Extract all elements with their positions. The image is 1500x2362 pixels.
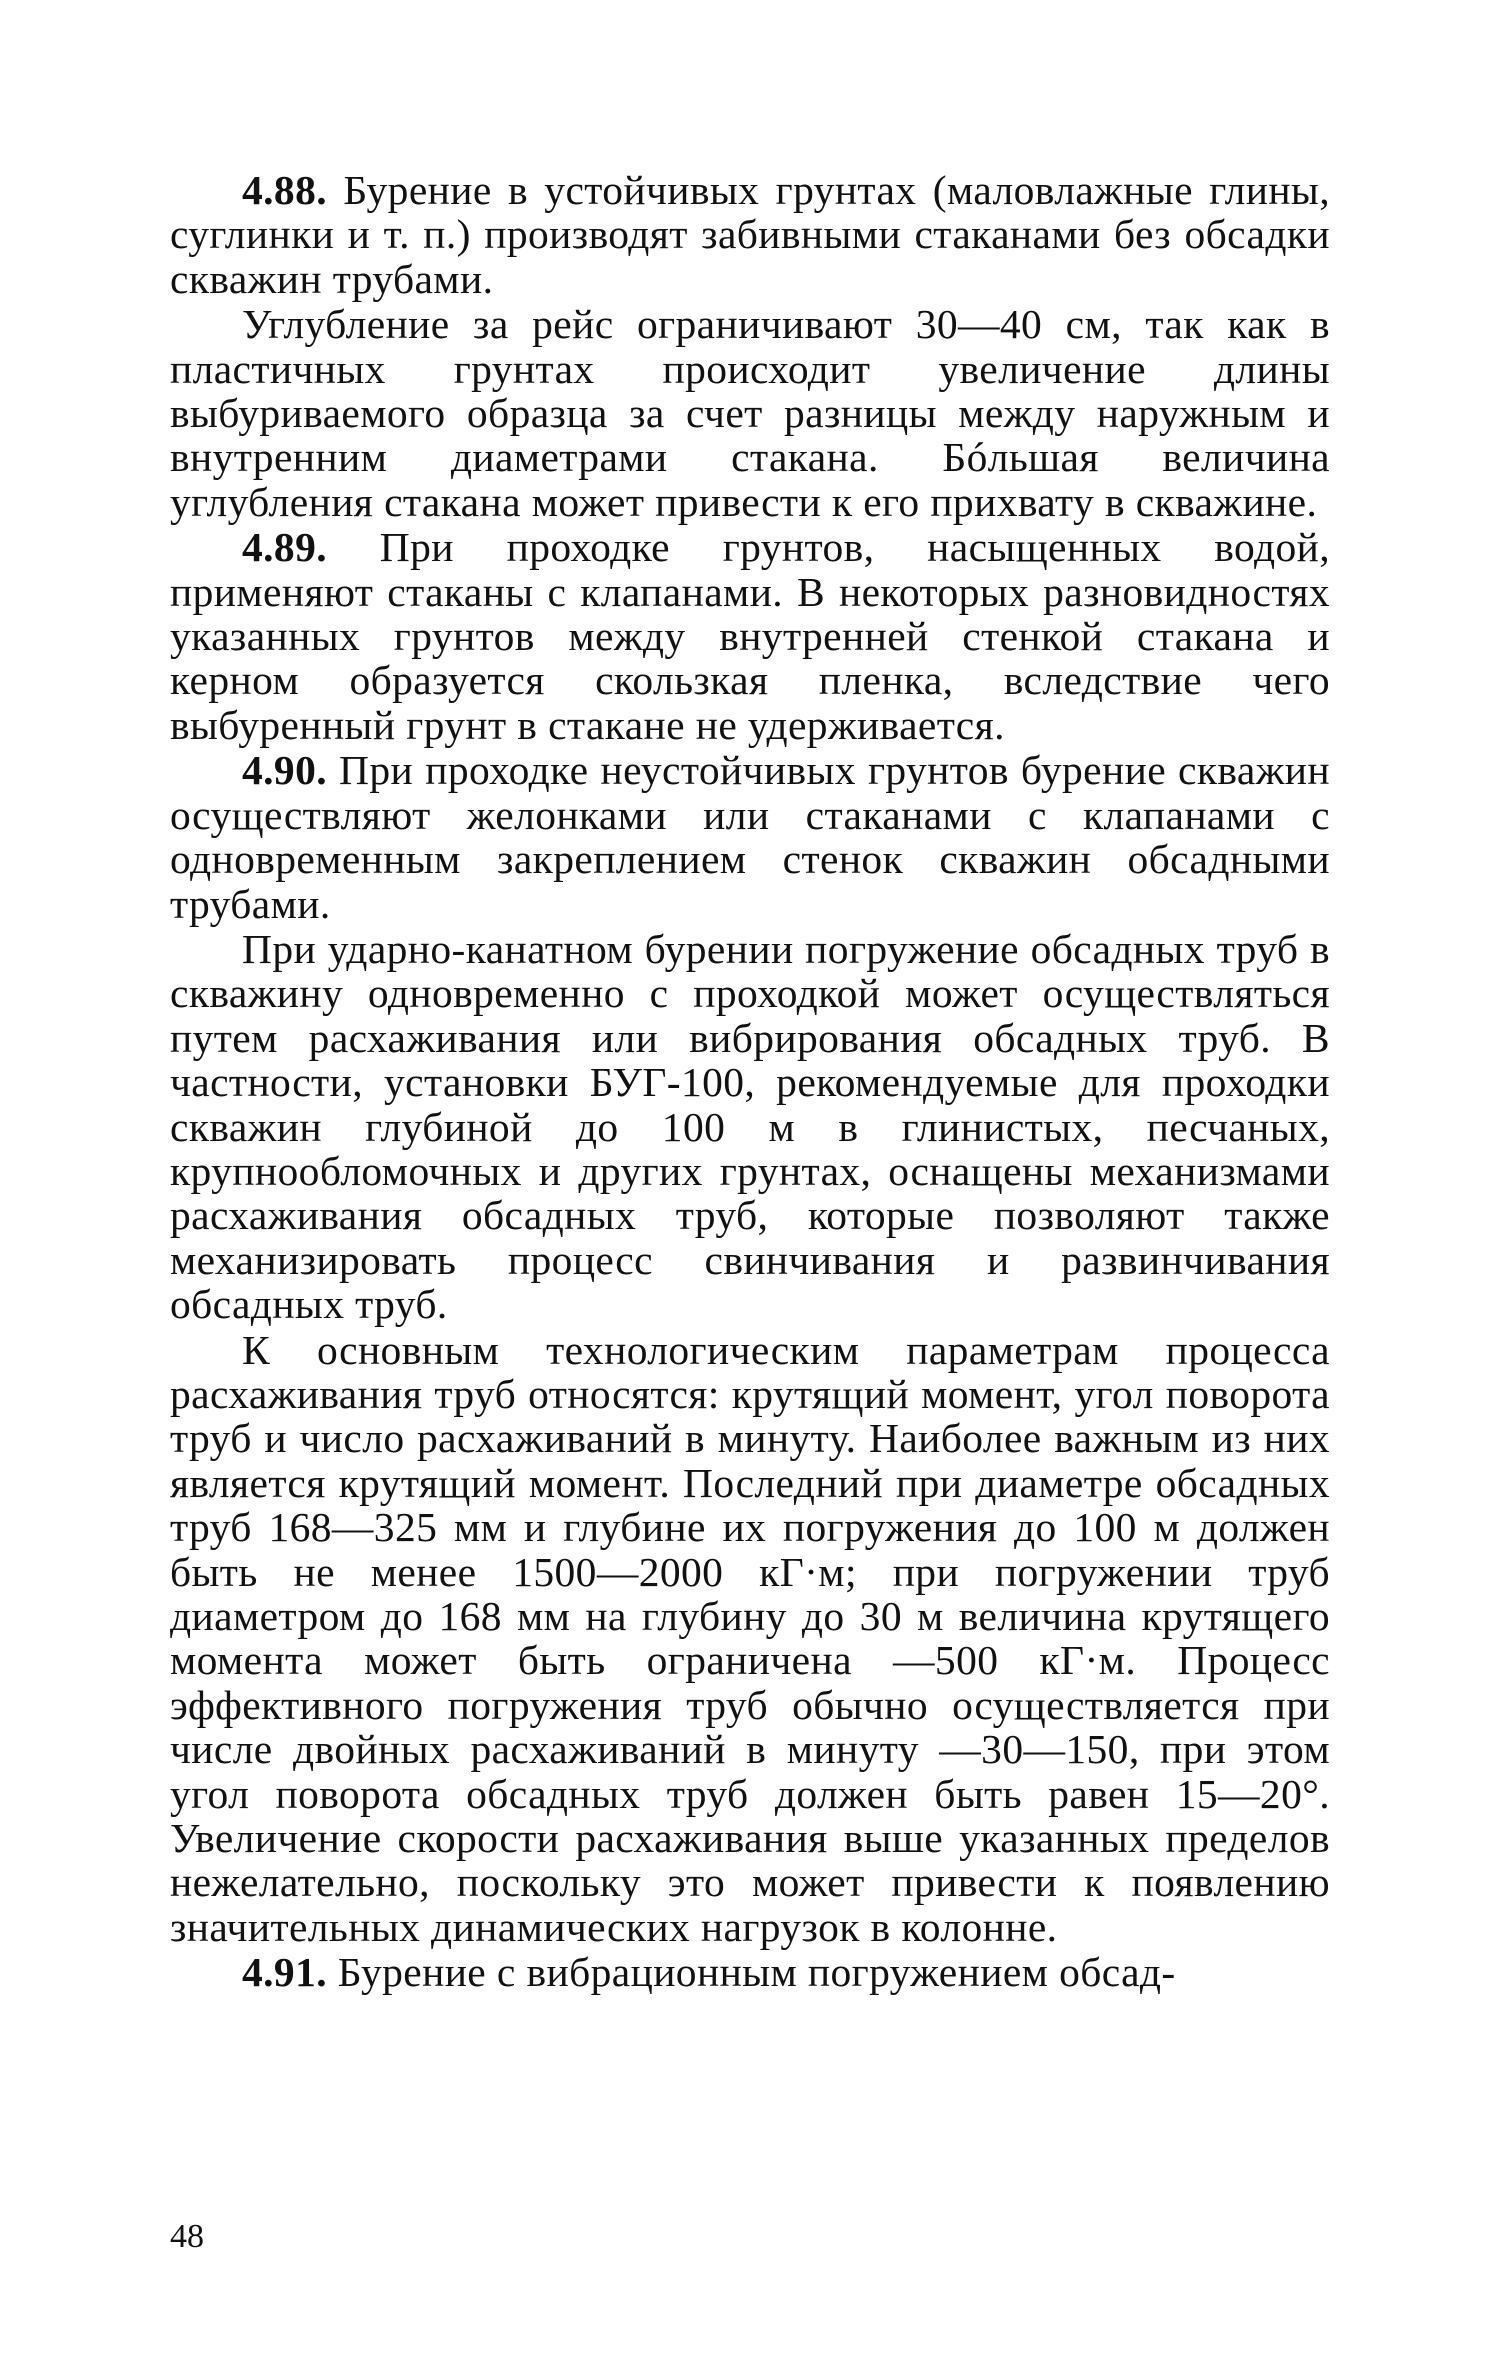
paragraph-text: При ударно-канатном бурении погружение обсадных труб в скважину одновременно с проходкой может осуществляться путем расхаживания или вибрирования обсадных труб. В частности, установки БУГ-100, рекомендуемые для проходки скважин глубиной до 100 м в глинистых, песчаных, крупнообломочных и других грунтах, оснащены механизмами расхаживания обсадных труб, которые позволяют также механизировать процесс свинчивания и развинчивания обсадных труб. — [170, 925, 1330, 1328]
section-number: 4.89. — [242, 524, 327, 571]
page-number: 48 — [170, 2218, 204, 2255]
paragraph-impact-drilling — [170, 927, 1330, 1327]
paragraph-4-89 — [170, 525, 1330, 747]
paragraph-text: При проходке неустойчивых грунтов бурение скважин осуществляют желонками или стаканами с клапанами с одновременным закреплением стенок скважин обсадными трубами. — [170, 747, 1330, 927]
paragraph-deepening — [170, 302, 1330, 524]
section-number: 4.88. — [242, 167, 327, 213]
paragraph-4-88 — [170, 168, 1330, 301]
paragraph-text: При проходке грунтов, насыщенных водой, применяют стаканы с клапанами. В некоторых разновидностях указанных грунтов между внутренней стенкой стакана и керном образуется скользкая пленка, вследствие чего выбуренный грунт в стакане не удерживается. — [170, 524, 1330, 748]
paragraph-text: Углубление за рейс ограничивают 30—40 см, так как в пластичных грунтах происходит увеличение длины выбуриваемого образца за счет разницы между наружным и внутренним диаметрами стакана. Бóльшая величина углубления стакана может привести к его прихвату в скважине. — [170, 301, 1330, 525]
page-body — [170, 168, 1330, 1995]
section-number: 4.90. — [242, 747, 327, 794]
section-number: 4.91. — [242, 1949, 327, 1996]
paragraph-parameters — [170, 1328, 1330, 1950]
paragraph-4-90 — [170, 748, 1330, 926]
paragraph-4-91 — [170, 1950, 1330, 1994]
paragraph-text: К основным технологическим параметрам процесса расхаживания труб относятся: крутящий момент, угол поворота труб и число расхаживаний в минуту. Наиболее важным из них является крутящий момент. Последний при диаметре обсадных труб 168—325 мм и глубине их погружения до 100 м должен быть не менее 1500—2000 кГ·м; при погружении труб диаметром до 168 мм на глубину до 30 м величина крутящего момента может быть ограничена —500 кГ·м. Процесс эффективного погружения труб обычно осуществляется при числе двойных расхаживаний в минуту —30—150, при этом угол поворота обсадных труб должен быть равен 15—20°. Увеличение скорости расхаживания выше указанных пределов нежелательно, поскольку это может привести к появлению значительных динамических нагрузок в колонне. — [170, 1326, 1330, 1950]
paragraph-text: Бурение с вибрационным погружением обсад- — [327, 1949, 1176, 1996]
paragraph-text: Бурение в устойчивых грунтах (маловлажные глины, суглинки и т. п.) производят забивными стаканами без обсадки скважин трубами. — [170, 167, 1330, 302]
